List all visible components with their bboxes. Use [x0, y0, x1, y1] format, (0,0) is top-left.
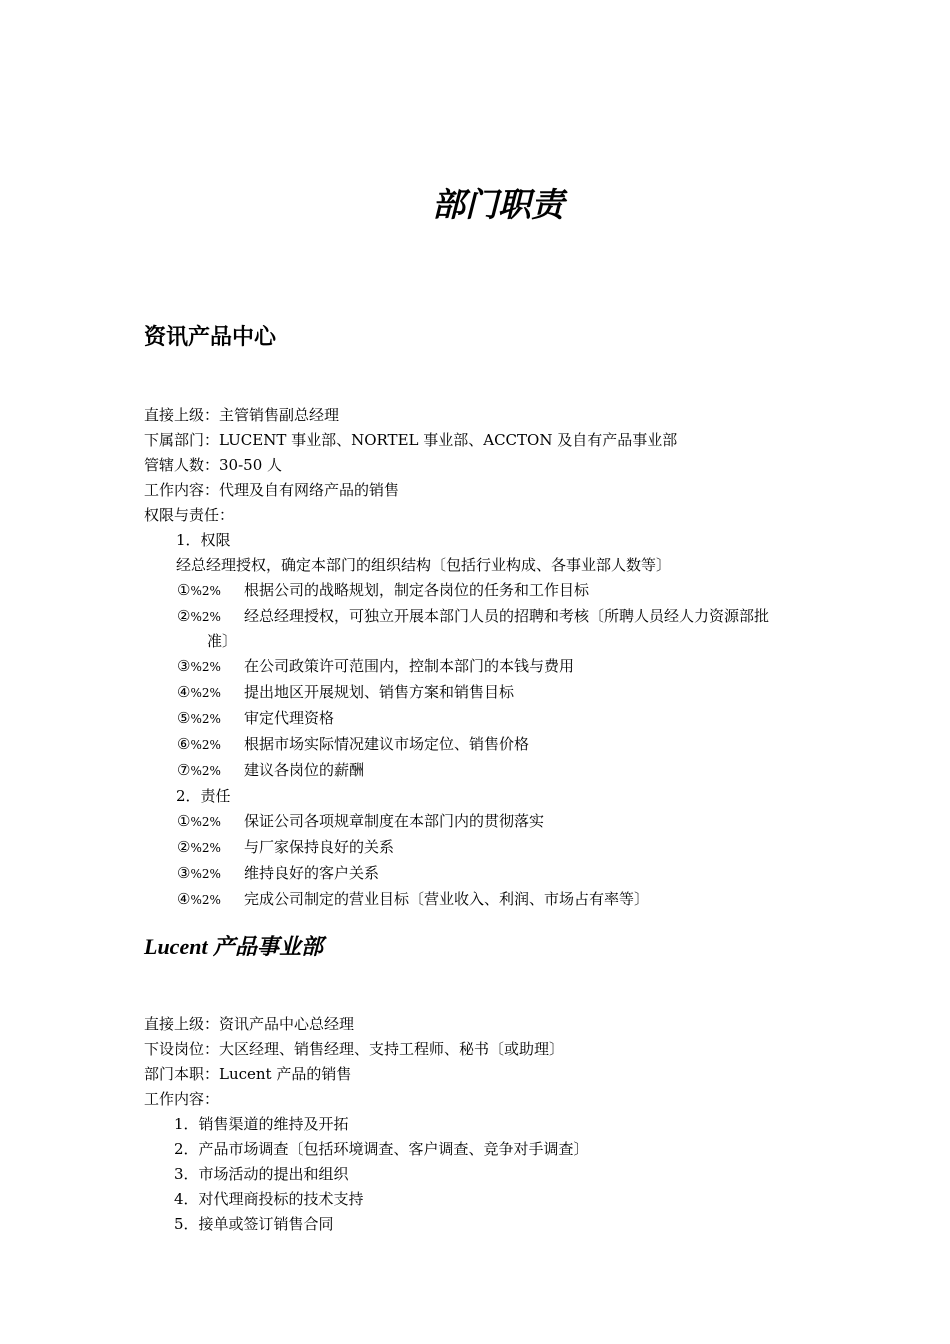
headcount-line: 管辖人数：30-50 人	[144, 456, 283, 474]
item-text: 保证公司各项规章制度在本部门内的贯彻落实	[244, 812, 545, 830]
responsibility-item	[144, 809, 864, 835]
work-item: 4．对代理商投标的技术支持	[174, 1190, 364, 1208]
item-marker: ⑤%2%	[177, 709, 221, 727]
responsibility-item	[144, 887, 864, 913]
item-marker: ③%2%	[177, 864, 221, 882]
item-text: 建议各岗位的薪酬	[244, 761, 365, 779]
section-lucent	[144, 1012, 864, 1237]
authority-intro: 经总经理授权，确定本部门的组织结构〔包括行业构成、各事业部人数等〕	[176, 556, 672, 574]
authority-item	[144, 654, 864, 680]
section-heading-lucent: Lucent 产品事业部	[144, 934, 324, 959]
responsibility-item	[144, 835, 864, 861]
item-marker: ②%2%	[177, 607, 221, 625]
item-marker: ③%2%	[177, 657, 221, 675]
department-duty-line: 部门本职：Lucent 产品的销售	[144, 1065, 352, 1083]
item-text: 在公司政策许可范围内，控制本部门的本钱与费用	[244, 657, 575, 675]
authority-item	[144, 706, 864, 732]
item-marker: ①%2%	[177, 581, 221, 599]
work-item: 1．销售渠道的维持及开拓	[174, 1115, 349, 1133]
item-text: 根据市场实际情况建议市场定位、销售价格	[244, 735, 530, 753]
positions-line: 下设岗位：大区经理、销售经理、支持工程师、秘书〔或助理〕	[144, 1040, 565, 1058]
authority-item	[144, 604, 864, 654]
responsibility-heading: 2．责任	[176, 787, 231, 805]
item-text: 根据公司的战略规划，制定各岗位的任务和工作目标	[244, 581, 590, 599]
item-marker: ⑦%2%	[177, 761, 221, 779]
item-marker: ④%2%	[177, 890, 221, 908]
responsibility-item	[144, 861, 864, 887]
item-marker: ⑥%2%	[177, 735, 221, 753]
item-text: 审定代理资格	[244, 709, 335, 727]
item-marker: ④%2%	[177, 683, 221, 701]
item-marker: ②%2%	[177, 838, 221, 856]
supervisor-line: 直接上级：主管销售副总经理	[144, 406, 340, 424]
section-info-products-center	[144, 403, 864, 913]
work-content-line: 工作内容：代理及自有网络产品的销售	[144, 481, 400, 499]
item-marker: ①%2%	[177, 812, 221, 830]
item-text: 提出地区开展规划、销售方案和销售目标	[244, 683, 515, 701]
page-title: 部门职责	[432, 185, 564, 224]
work-item: 5．接单或签订销售合同	[174, 1215, 334, 1233]
supervisor-line: 直接上级：资讯产品中心总经理	[144, 1015, 355, 1033]
subordinate-departments-line: 下属部门：LUCENT 事业部、NORTEL 事业部、ACCTON 及自有产品事业部	[144, 431, 678, 449]
work-item: 2．产品市场调查〔包括环境调查、客户调查、竞争对手调查〕	[174, 1140, 589, 1158]
work-content-label: 工作内容：	[144, 1090, 220, 1108]
item-text: 维持良好的客户关系	[244, 864, 380, 882]
item-text-continuation: 准〕	[207, 632, 238, 650]
authority-responsibility-label: 权限与责任：	[144, 506, 235, 524]
authority-item	[144, 732, 864, 758]
authority-item	[144, 578, 864, 604]
item-text: 与厂家保持良好的关系	[244, 838, 395, 856]
authority-item	[144, 680, 864, 706]
work-item: 3．市场活动的提出和组织	[174, 1165, 349, 1183]
item-text: 经总经理授权，可独立开展本部门人员的招聘和考核〔所聘人员经人力资源部批 准〕	[244, 604, 864, 654]
authority-heading: 1．权限	[176, 531, 231, 549]
authority-item	[144, 758, 864, 784]
section-heading-info-products-center: 资讯产品中心	[144, 324, 277, 350]
item-text: 完成公司制定的营业目标〔营业收入、利润、市场占有率等〕	[244, 890, 650, 908]
